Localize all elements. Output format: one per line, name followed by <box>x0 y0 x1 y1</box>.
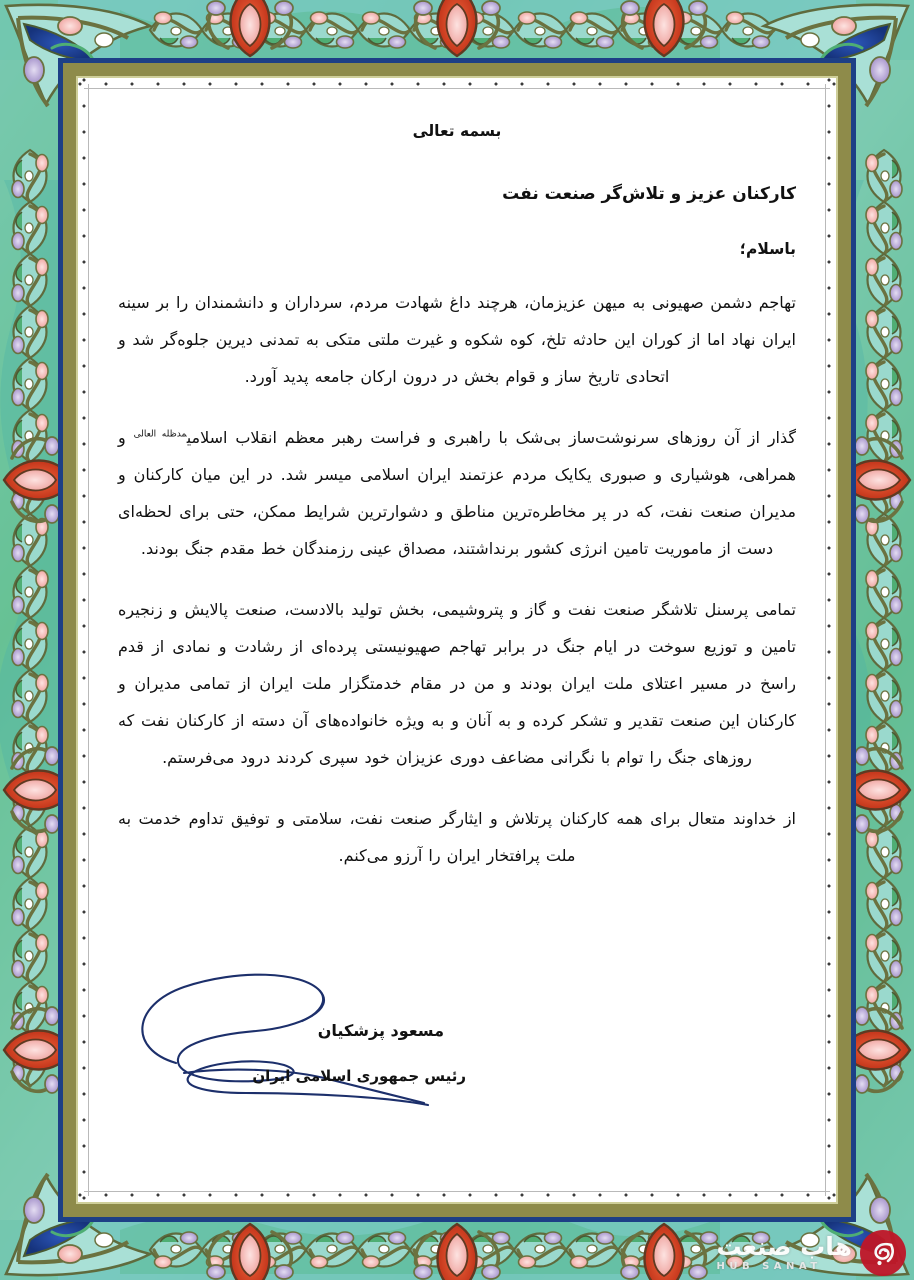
paragraph-2-after-honorific: و همراهی، هوشیاری و صبوری یکایک مردم عزتمند ایران اسلامی میسر شد. در این میان کارکنان و مدیران صنعت نفت، که در پر مخاطره‌ترین مناطق و دشوارترین شرایط ممکن، حتی برای لحظه‌ای دست از ماموریت تامین انرژی کشور برنداشتند، مصداق عینی رزمندگان خط مقدم جنگ بودند. <box>118 428 796 558</box>
signer-title: رئیس جمهوری اسلامی ایران <box>252 1067 466 1085</box>
paragraph-2 <box>118 419 796 567</box>
signer-name: مسعود پزشکیان <box>317 1021 444 1040</box>
paragraph-2-before-honorific: گذار از آن روزهای سرنوشت‌ساز بی‌شک با راهبری و فراست رهبر معظم انقلاب اسلامی <box>186 428 797 447</box>
salutation-heading: کارکنان عزیز و تلاش‌گر صنعت نفت <box>502 184 796 204</box>
basmala-heading: بسمه تعالی <box>412 122 502 140</box>
ruler-line-left <box>88 84 89 1196</box>
site-watermark <box>717 1230 907 1276</box>
watermark-text-fa: هاب صنعت <box>716 1232 852 1261</box>
ruler-ticks-right <box>820 78 832 1202</box>
paragraph-1: تهاجم دشمن صهیونی به میهن عزیزمان، هرچند داغ شهادت مردم، سرداران و دانشمندان را بر سینه ایران نهاد اما از کوران این حادثه تلخ، کوه شکوه و غیرت ملتی متکی به تمدنی دیرین جلوه‌گر شد و اتحادی تاریخ ساز و قوام بخش در درون ارکان جامعه پدید آورد. <box>118 293 796 386</box>
letter-body <box>118 122 796 874</box>
greeting-line: باسلام؛ <box>739 240 796 258</box>
letter-paper <box>78 78 836 1202</box>
ruler-line-right <box>825 84 826 1196</box>
watermark-text <box>717 1234 853 1272</box>
ruler-line-top <box>84 88 830 89</box>
signature-block <box>106 953 466 1118</box>
paragraph-4: از خداوند متعال برای همه کارکنان پرتلاش و ایثارگر صنعت نفت، سلامتی و توفیق تداوم خدمت به ملت پرافتخار ایران را آرزو می‌کنم. <box>118 809 796 865</box>
hub-sanat-logo-icon <box>860 1230 906 1276</box>
ruler-line-bottom <box>84 1191 830 1192</box>
paragraph-3: تمامی پرسنل تلاشگر صنعت نفت و گاز و پتروشیمی، بخش تولید بالادست، صنعت پالایش و زنجیره تامین و توزیع سوخت در ایام جنگ در برابر تهاجم صهیونیستی پرده‌ای از رشادت و نمادی از قدم راسخ در مسیر اعتلای ملت ایران بودند و من در مقام خدمتگزار ملت ایران از تمامی مدیران و کارکنان این صنعت تقدیر و تشکر کرده و به آنان و به ویژه خانواده‌های آن دسته از کارکنان نفت که روزهای جنگ را توام با نگرانی مضاعف دوری عزیزان خود سپری کردند درود می‌فرستم. <box>118 600 796 767</box>
leader-honorific: مدظله العالی <box>133 429 187 440</box>
ruler-ticks-bottom <box>78 1186 836 1198</box>
watermark-text-en: HUB SANAT <box>716 1261 822 1272</box>
